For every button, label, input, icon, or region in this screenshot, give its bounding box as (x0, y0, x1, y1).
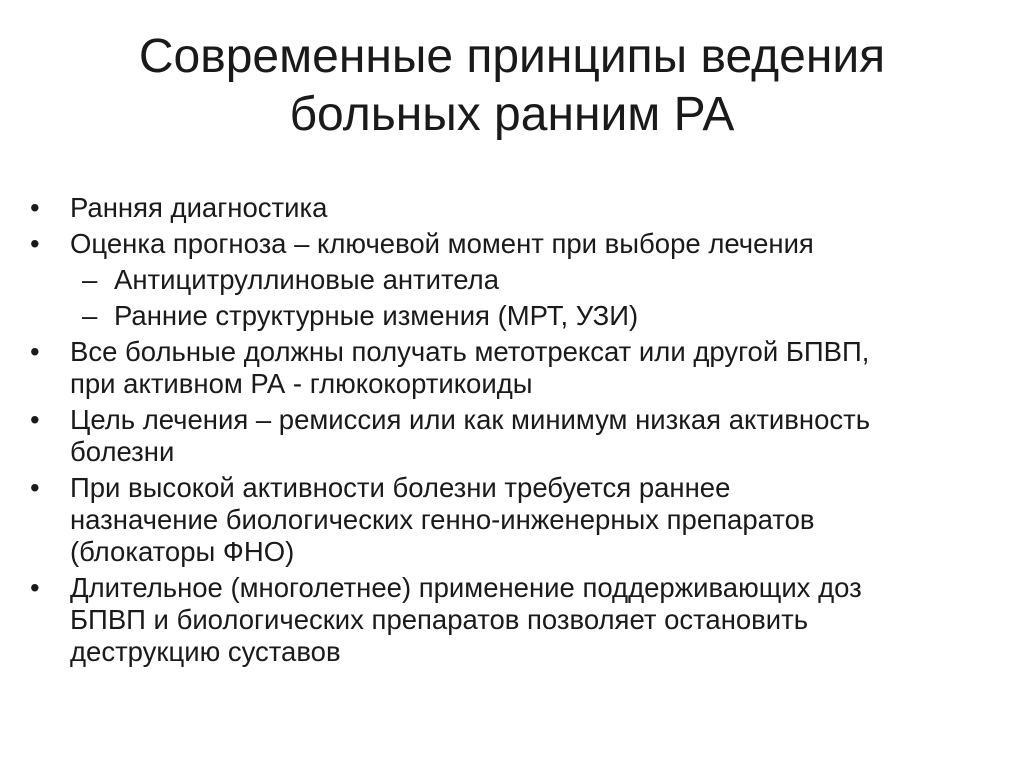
bullet-item (30, 472, 1000, 568)
bullet-marker: • (30, 572, 40, 603)
bullet-text-line: БПВП и биологических препаратов позволяет остановить (70, 604, 809, 635)
bullet-item (30, 336, 1000, 400)
bullet-item (30, 228, 1000, 260)
slide-title-line-1: Современные принципы ведения (138, 30, 886, 83)
sub-bullet-item (30, 264, 1000, 296)
bullet-text-line: деструкцию суставов (70, 636, 341, 667)
bullet-text-line: Все больные должны получать метотрексат или другой БПВП, (70, 336, 870, 367)
bullet-marker: • (30, 228, 40, 259)
sub-bullet-item (30, 300, 1000, 332)
bullet-text-line: Длительное (многолетнее) применение поддерживающих доз (70, 572, 862, 603)
bullet-text-line: Цель лечения – ремиссия или как минимум низкая активность (70, 404, 871, 435)
sub-bullet-text: Ранние структурные измения (МРТ, УЗИ) (114, 300, 639, 331)
bullet-text-line: болезни (70, 436, 175, 467)
bullet-text: Ранняя диагностика (70, 192, 328, 223)
dash-marker: – (82, 264, 98, 295)
bullet-item (30, 404, 1000, 468)
bullet-list (30, 192, 1000, 672)
bullet-text-line: (блокаторы ФНО) (70, 536, 295, 567)
slide-title-line-2: больных ранним РА (289, 88, 735, 141)
bullet-marker: • (30, 336, 40, 367)
bullet-marker: • (30, 192, 40, 223)
bullet-item (30, 192, 1000, 224)
bullet-marker: • (30, 404, 40, 435)
dash-marker: – (82, 300, 98, 331)
bullet-text-line: При высокой активности болезни требуется раннее (70, 472, 731, 503)
sub-bullet-text: Антицитруллиновые антитела (114, 264, 500, 295)
bullet-text: Оценка прогноза – ключевой момент при выборе лечения (70, 228, 814, 259)
slide-title (40, 28, 984, 144)
bullet-item (30, 572, 1000, 668)
bullet-text-line: при активном РА - глюкокортикоиды (70, 368, 533, 399)
bullet-text-line: назначение биологических генно-инженерных препаратов (70, 504, 815, 535)
bullet-marker: • (30, 472, 40, 503)
